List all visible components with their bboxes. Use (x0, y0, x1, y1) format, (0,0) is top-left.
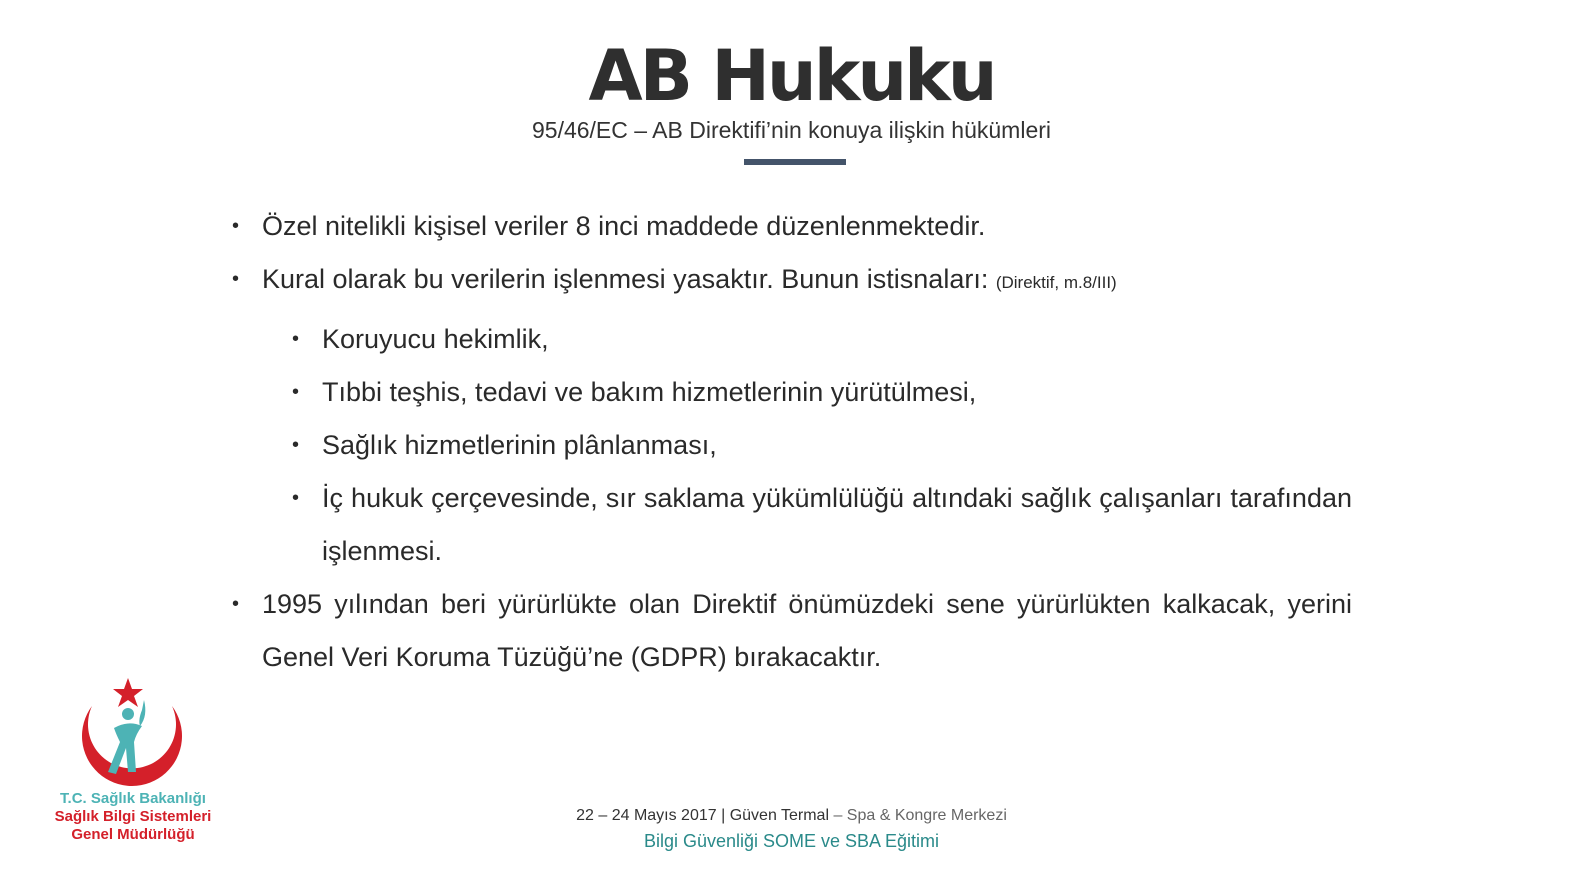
sub-bullet-item (290, 419, 1352, 472)
sub-bullet-item (290, 313, 1352, 366)
title-divider (744, 159, 846, 165)
bullet-item (230, 578, 1352, 684)
bullet-text: Özel nitelikli kişisel veriler 8 inci maddede düzenlenmektedir. (262, 211, 986, 241)
bullet-text: Tıbbi teşhis, tedavi ve bakım hizmetlerinin yürütülmesi, (322, 377, 977, 407)
slide-subtitle: 95/46/EC – AB Direktifi’nin konuya ilişkin hükümleri (531, 117, 1052, 143)
logo-department-name: Sağlık Bilgi Sistemleri (54, 808, 212, 825)
sub-bullet-item (290, 366, 1352, 419)
bullet-text: İç hukuk çerçevesinde, sır saklama yükümlülüğü altındaki sağlık çalışanları tarafından işlenmesi. (322, 483, 1352, 566)
logo-ministry-name: T.C. Sağlık Bakanlığı (60, 790, 206, 807)
crescent-star-icon (44, 676, 222, 786)
bullet-icon: • (292, 434, 300, 456)
legal-reference: (Direktif, m.8/III) (995, 273, 1117, 292)
slide-title: AB Hukuku (588, 35, 995, 117)
bullet-icon: • (232, 215, 240, 237)
course-name: Bilgi Güvenliği SOME ve SBA Eğitimi (643, 831, 940, 851)
bullet-text: Sağlık hizmetlerinin plânlanması, (322, 430, 717, 460)
event-date: 22 – 24 Mayıs 2017 | Güven Termal (576, 807, 829, 824)
bullet-icon: • (292, 381, 300, 403)
sub-bullet-item (290, 472, 1352, 578)
bullet-icon: • (232, 593, 240, 615)
bullet-icon: • (292, 328, 300, 350)
bullet-text: Kural olarak bu verilerin işlenmesi yasaktır. Bunun istisnaları: (262, 264, 996, 294)
event-info (0, 807, 1583, 825)
bullet-text: Koruyucu hekimlik, (322, 324, 549, 354)
event-venue: – Spa & Kongre Merkezi (829, 807, 1007, 824)
bullet-text: 1995 yılından beri yürürlükte olan Direktif önümüzdeki sene yürürlükten kalkacak, yerini Genel Veri Koruma Tüzüğü’ne (GDPR) bırakacaktır. (262, 589, 1352, 672)
bullet-icon: • (292, 487, 300, 509)
bullet-item (230, 200, 1352, 253)
bullet-list (230, 200, 1352, 684)
bullet-icon: • (232, 268, 240, 290)
bullet-item (230, 253, 1352, 309)
logo-directorate-name: Genel Müdürlüğü (71, 826, 195, 843)
